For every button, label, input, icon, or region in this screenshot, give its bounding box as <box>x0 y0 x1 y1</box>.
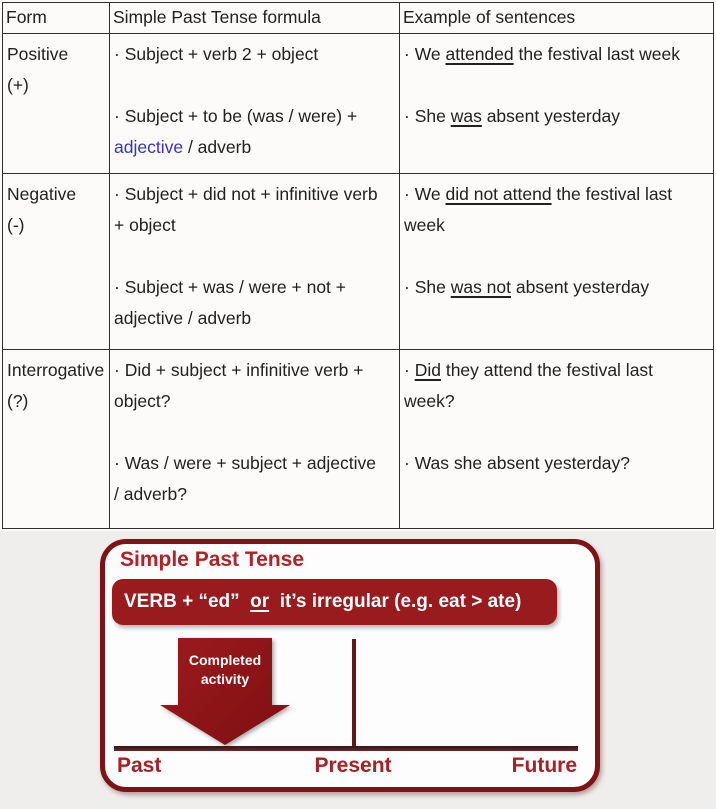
timeline-bar <box>114 746 578 751</box>
form-cell <box>3 174 110 350</box>
column-header-formula: Simple Past Tense formula <box>110 3 400 34</box>
diagram-band <box>0 531 716 809</box>
formula-item: · Subject + verb 2 + object <box>114 44 319 64</box>
form-name: Interrogative <box>7 360 105 380</box>
adjective-link[interactable]: adjective <box>114 137 184 157</box>
form-name: Negative <box>7 184 77 204</box>
example-sentence: · We attended the festival last week <box>404 44 680 64</box>
formula-item: · Was / were + subject + adjective / adverb? <box>114 453 376 504</box>
example-sentence: · She was not absent yesterday <box>404 277 650 297</box>
diagram-title: Simple Past Tense <box>120 548 305 571</box>
formula-cell <box>110 174 400 350</box>
example-cell <box>400 174 714 350</box>
table-row-interrogative <box>3 350 714 529</box>
arrow-label-line2: activity <box>200 671 250 687</box>
formula-item: · Did + subject + infinitive verb + object? <box>114 360 364 411</box>
example-sentence: · Was she absent yesterday? <box>404 453 630 473</box>
formula-item: · Subject + did not + infinitive verb + object <box>114 184 378 235</box>
simple-past-tense-diagram <box>100 539 600 792</box>
form-symbol: (+) <box>7 75 29 95</box>
example-sentence: · We did not attend the festival last week <box>404 184 673 235</box>
simple-past-tense-table <box>2 2 714 529</box>
formula-cell <box>110 34 400 174</box>
timeline-label-future: Future <box>511 754 577 777</box>
form-symbol: (-) <box>7 215 25 235</box>
example-sentence: · She was absent yesterday <box>404 106 620 126</box>
verb-formula-box: VERB + “ed” or it’s irregular (e.g. eat > ate) <box>112 579 557 625</box>
arrow-label <box>178 651 272 689</box>
column-header-examples: Example of sentences <box>400 3 714 34</box>
table-row-positive <box>3 34 714 174</box>
form-cell <box>3 350 110 529</box>
form-cell <box>3 34 110 174</box>
present-divider-line <box>352 639 356 746</box>
example-cell <box>400 350 714 529</box>
timeline-label-past: Past <box>117 754 162 777</box>
form-name: Positive <box>7 44 69 64</box>
table-row-negative <box>3 174 714 350</box>
formula-item: · Subject + was / were + not + adjective / adverb <box>114 277 346 328</box>
arrow-label-line1: Completed <box>188 652 262 668</box>
column-header-form: Form <box>3 3 110 34</box>
timeline-label-present: Present <box>314 754 392 777</box>
formula-cell <box>110 350 400 529</box>
form-symbol: (?) <box>7 391 29 411</box>
example-sentence: · Did they attend the festival last week? <box>404 360 654 411</box>
header-row <box>3 3 714 34</box>
formula-item: · Subject + to be (was / were) + adjective / adverb <box>114 106 358 157</box>
example-cell <box>400 34 714 174</box>
completed-activity-arrow <box>160 638 290 745</box>
